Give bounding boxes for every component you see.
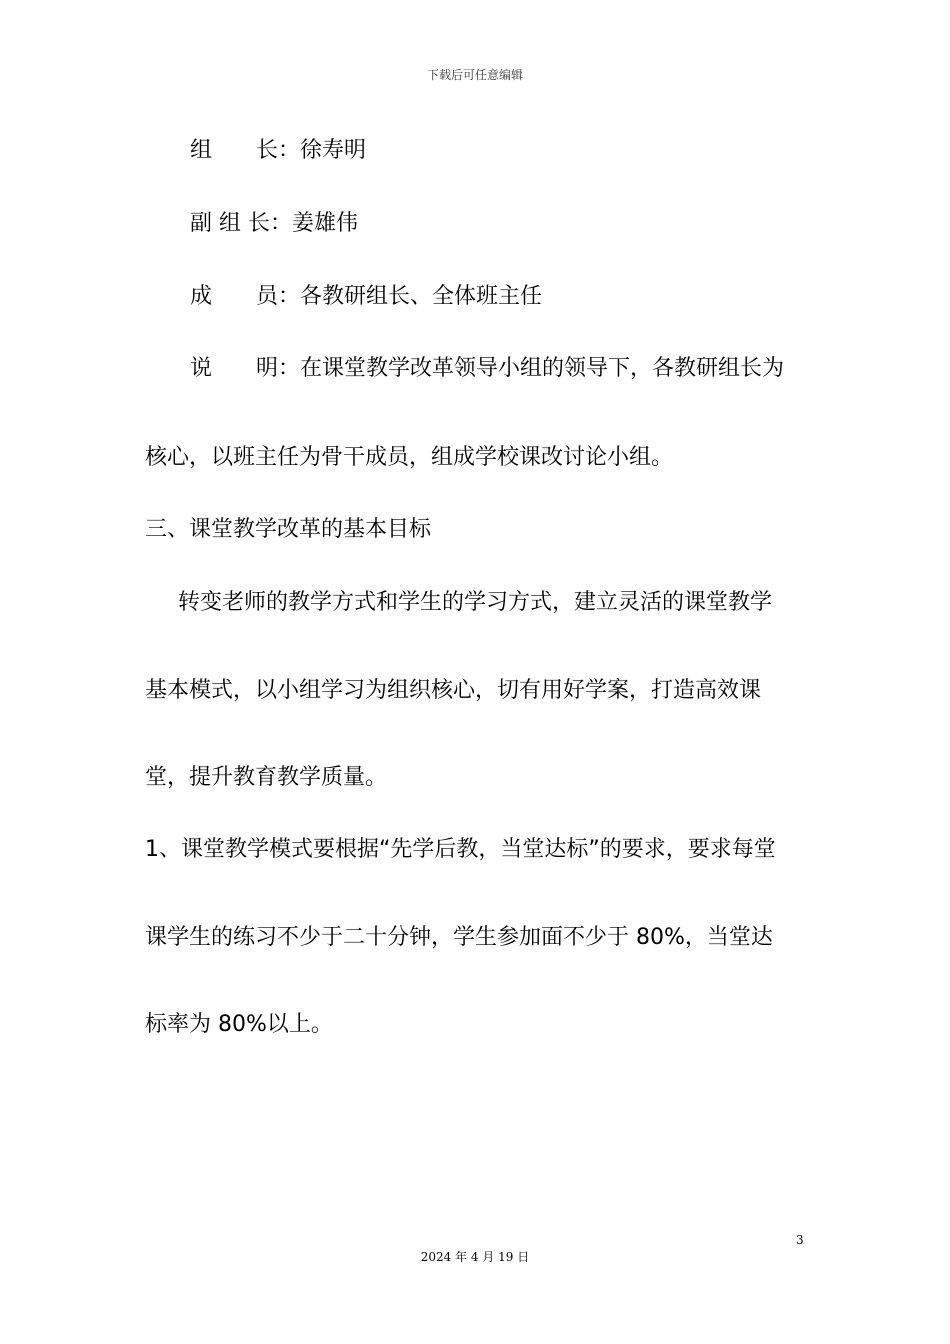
list-item-line: 标率为 80%以上。 bbox=[145, 1012, 333, 1037]
list-item-line: 课学生的练习不少于二十分钟，学生参加面不少于 80%，当堂达 bbox=[145, 925, 773, 950]
footer-date: 2024 年 4 月 19 日 bbox=[420, 1250, 530, 1264]
paragraph-line: 转变老师的教学方式和学生的学习方式，建立灵活的课堂教学 bbox=[178, 590, 773, 615]
section-heading: 三、课堂教学改革的基本目标 bbox=[145, 517, 432, 542]
header-note: 下载后可任意编辑 bbox=[426, 68, 523, 82]
page-number: 3 bbox=[796, 1233, 804, 1247]
paragraph-line: 堂，提升教育教学质量。 bbox=[145, 765, 388, 790]
members-line: 成 员：各教研组长、全体班主任 bbox=[190, 284, 543, 309]
deputy-leader-line: 副 组 长：姜雄伟 bbox=[190, 211, 358, 236]
paragraph-line: 基本模式，以小组学习为组织核心，切有用好学案，打造高效课 bbox=[145, 678, 762, 703]
explanation-line: 说 明：在课堂教学改革领导小组的领导下，各教研组长为 bbox=[190, 356, 785, 381]
leader-line: 组 长：徐寿明 bbox=[190, 138, 367, 163]
list-item-line: 1、课堂教学模式要根据“先学后教，当堂达标”的要求，要求每堂 bbox=[145, 837, 776, 862]
explanation-continuation: 核心，以班主任为骨干成员，组成学校课改讨论小组。 bbox=[145, 445, 674, 470]
